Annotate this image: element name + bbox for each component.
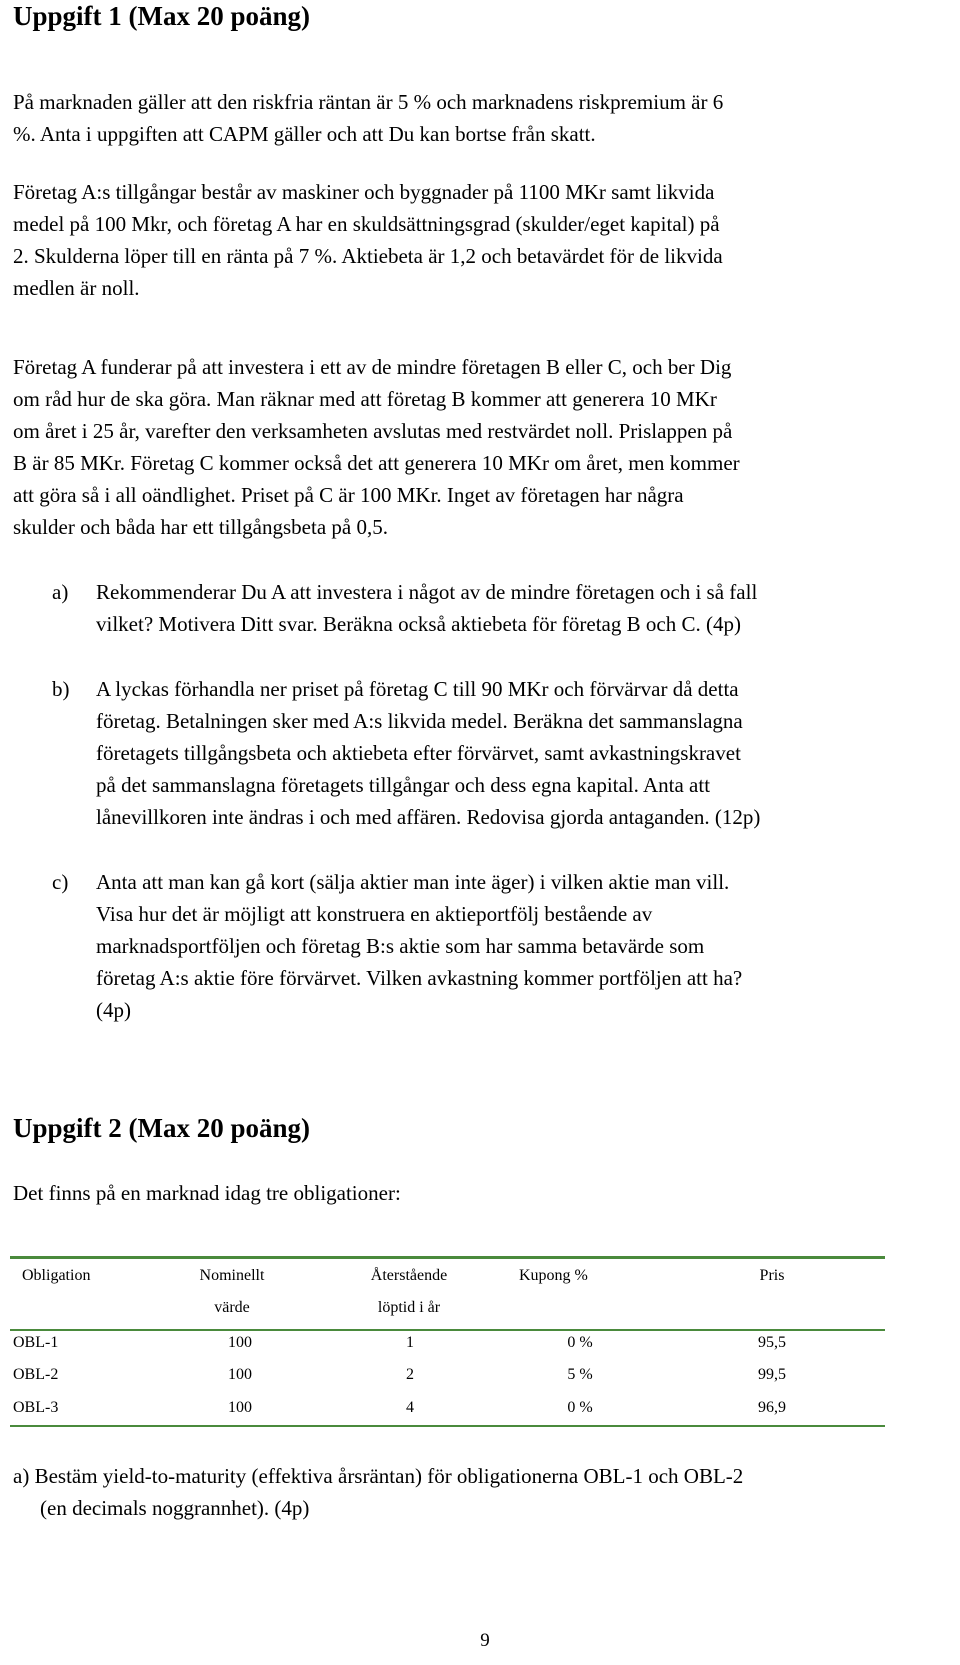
header-aterstaende: Återstående — [370, 1267, 448, 1284]
text-line: Företag A:s tillgångar består av maskiner och byggnader på 1100 MKr samt likvida — [13, 180, 715, 204]
text-line: Företag A funderar på att investera i ett av de mindre företagen B eller C, och ber Dig — [13, 355, 732, 379]
text-line: Anta att man kan gå kort (sälja aktier man inte äger) i vilken aktie man vill. — [96, 870, 730, 894]
cell-name: OBL-1 — [13, 1334, 59, 1351]
question-2a — [13, 1460, 943, 1524]
text-line: (4p) — [96, 998, 131, 1022]
text-line: Visa hur det är möjligt att konstruera en aktieportfölj bestående av — [96, 902, 653, 926]
text-line: På marknaden gäller att den riskfria räntan är 5 % och marknadens riskpremium är 6 — [13, 90, 724, 114]
text-line: på det sammanslagna företagets tillgångar och dess egna kapital. Anta att — [96, 773, 711, 797]
cell-price: 95,5 — [758, 1334, 786, 1351]
table-bottom-rule — [10, 1425, 885, 1427]
text-line: B är 85 MKr. Företag C kommer också det att generera 10 MKr om året, men kommer — [13, 451, 740, 475]
text-line: om råd hur de ska göra. Man räknar med att företag B kommer att generera 10 MKr — [13, 387, 717, 411]
text-line: A lyckas förhandla ner priset på företag C till 90 MKr och förvärvar då detta — [96, 677, 739, 701]
header-kupong: Kupong % — [519, 1267, 588, 1284]
cell-nominal: 100 — [228, 1366, 252, 1383]
paragraph-2 — [13, 176, 943, 304]
cell-maturity: 4 — [406, 1399, 414, 1416]
text-line: 2. Skulderna löper till en ränta på 7 %. Aktiebeta är 1,2 och betavärdet för de likvida — [13, 244, 723, 268]
text-line: företag. Betalningen sker med A:s likvida medel. Beräkna det sammanslagna — [96, 709, 743, 733]
table-top-rule — [10, 1256, 885, 1259]
text-line: %. Anta i uppgiften att CAPM gäller och att Du kan bortse från skatt. — [13, 122, 596, 146]
text-line: företag A:s aktie före förvärvet. Vilken avkastning kommer portföljen att ha? — [96, 966, 743, 990]
heading-uppgift-2: Uppgift 2 (Max 20 poäng) — [13, 1113, 311, 1143]
question-label: c) — [52, 870, 69, 894]
cell-nominal: 100 — [228, 1399, 252, 1416]
paragraph-1 — [13, 86, 943, 150]
header-nominellt: Nominellt — [199, 1267, 265, 1284]
text-line: lånevillkoren inte ändras i och med affären. Redovisa gjorda antaganden. (12p) — [96, 805, 761, 829]
text-line: medlen är noll. — [13, 276, 140, 300]
intro-text — [13, 1177, 943, 1209]
cell-name: OBL-3 — [13, 1399, 59, 1416]
text-line: att göra så i all oändlighet. Priset på C är 100 MKr. Inget av företagen har några — [13, 483, 684, 507]
text-line: Det finns på en marknad idag tre obligationer: — [13, 1181, 401, 1205]
question-label: b) — [52, 677, 70, 701]
cell-price: 99,5 — [758, 1366, 786, 1383]
text-line: företagets tillgångsbeta och aktiebeta efter förvärvet, samt avkastningskravet — [96, 741, 741, 765]
cell-nominal: 100 — [228, 1334, 252, 1351]
heading-uppgift-1: Uppgift 1 (Max 20 poäng) — [13, 1, 311, 31]
text-line: medel på 100 Mkr, och företag A har en skuldsättningsgrad (skulder/eget kapital) på — [13, 212, 720, 236]
question-label: a) — [52, 580, 69, 604]
text-line: om året i 25 år, varefter den verksamheten avslutas med restvärdet noll. Prislappen på — [13, 419, 733, 443]
cell-maturity: 1 — [406, 1334, 414, 1351]
text-line: skulder och båda har ett tillgångsbeta på 0,5. — [13, 515, 388, 539]
text-line: (en decimals noggrannhet). (4p) — [40, 1496, 310, 1520]
cell-maturity: 2 — [406, 1366, 414, 1383]
header-aterstaende-2: löptid i år — [377, 1299, 441, 1316]
text-line: Rekommenderar Du A att investera i något av de mindre företagen och i så fall — [96, 580, 758, 604]
cell-coupon: 0 % — [567, 1399, 593, 1416]
page-number: 9 — [480, 1630, 490, 1651]
cell-coupon: 5 % — [567, 1366, 593, 1383]
header-nominellt-2: värde — [214, 1299, 250, 1316]
text-line: vilket? Motivera Ditt svar. Beräkna också aktiebeta för företag B och C. (4p) — [96, 612, 741, 636]
text-line: a) Bestäm yield-to-maturity (effektiva årsräntan) för obligationerna OBL-1 och OBL-2 — [13, 1464, 744, 1488]
cell-coupon: 0 % — [567, 1334, 593, 1351]
text-line: marknadsportföljen och företag B:s aktie som har samma betavärde som — [96, 934, 705, 958]
cell-name: OBL-2 — [13, 1366, 59, 1383]
header-obligation: Obligation — [22, 1267, 91, 1284]
cell-price: 96,9 — [758, 1399, 786, 1416]
paragraph-3 — [13, 351, 943, 543]
header-pris: Pris — [759, 1267, 785, 1284]
